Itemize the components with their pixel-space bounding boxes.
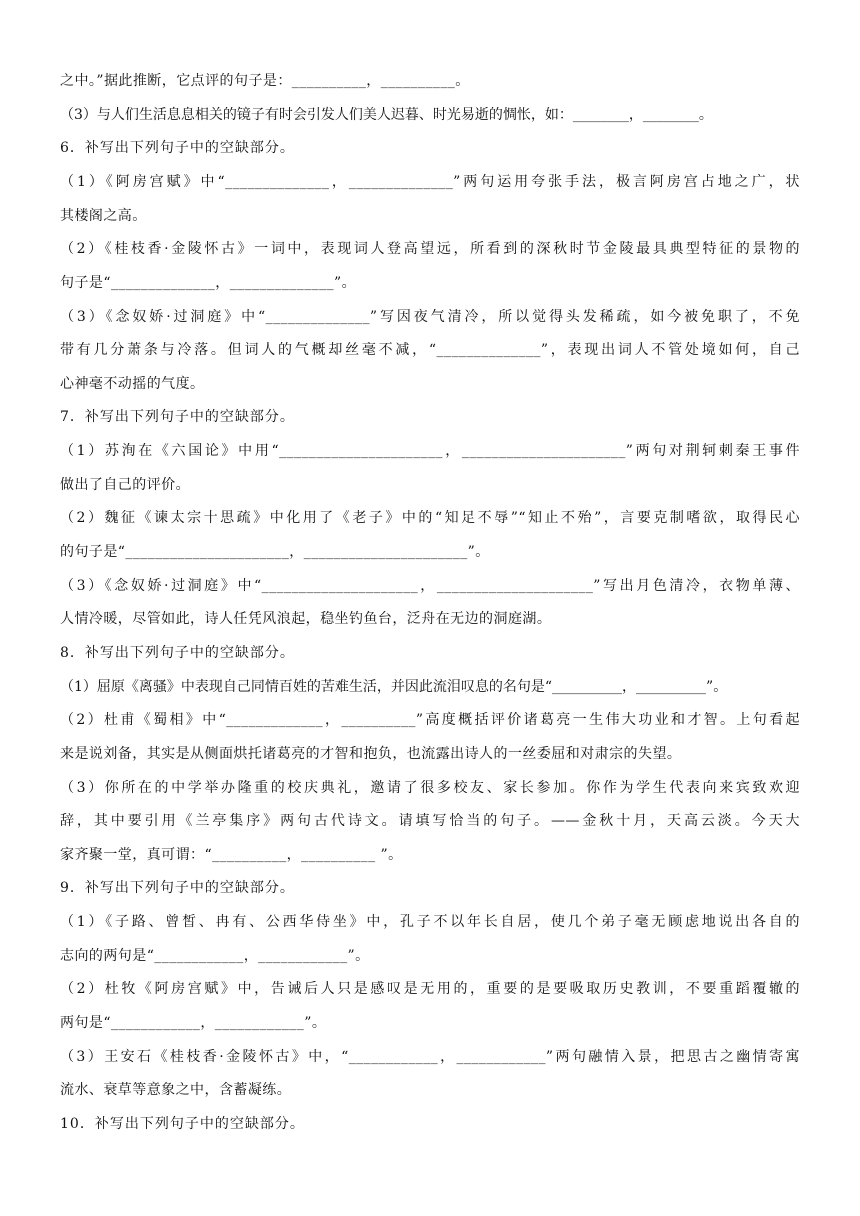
text-line-28: （2）杜牧《阿房宫赋》中，告诫后人只是感叹是无用的，重要的是要吸取历史教训，不要重蹈覆辙的 — [60, 981, 800, 997]
text-line-01: 之中。”据此推断，它点评的句子是：__________，__________。 — [60, 73, 470, 89]
question-9-heading: 9．补写出下列句子中的空缺部分。 — [60, 880, 295, 896]
text-line-26: （1）《子路、曾皙、冉有、公西华侍坐》中，孔子不以年长自居，使几个弟子毫无顾虑地说出各自的 — [60, 914, 800, 930]
text-line-30: （3）王安石《桂枝香·金陵怀古》中，“____________，____________”两句融情入景，把思古之幽情寄寓 — [60, 1049, 800, 1065]
text-line-04: （1）《阿房宫赋》中“______________，______________”两句运用夸张手法，极言阿房宫占地之广，状 — [60, 174, 800, 190]
question-8-heading: 8．补写出下列句子中的空缺部分。 — [60, 645, 295, 661]
text-line-23: 辞，其中要引用《兰亭集序》两句古代诗文。请填写恰当的句子。——金秋十月，天高云淡。今天大 — [60, 813, 800, 829]
text-line-22: （3）你所在的中学举办隆重的校庆典礼，邀请了很多校友、家长参加。你作为学生代表向来宾致欢迎 — [60, 780, 800, 796]
question-6-heading: 6．补写出下列句子中的空缺部分。 — [60, 140, 295, 156]
text-line-19: （1）屈原《离骚》中表现自己同情百姓的苦难生活，并因此流泪叹息的名句是“__________，__________”。 — [60, 679, 728, 695]
text-line-12: （1）苏洵在《六国论》中用“______________________，______________________”两句对荆轲刺秦王事件 — [60, 443, 800, 459]
text-line-20: （2）杜甫《蜀相》中“_____________，__________”高度概括评价诸葛亮一生伟大功业和才智。上句看起 — [60, 712, 800, 728]
text-line-05: 其楼阁之高。 — [60, 208, 147, 224]
text-line-31: 流水、衰草等意象之中，含蓄凝练。 — [60, 1082, 292, 1098]
text-line-16: （3）《念奴娇·过洞庭》中“_____________________，_____________________”写出月色清冷，衣物单薄、 — [60, 578, 800, 594]
text-line-14: （2）魏征《谏太宗十思疏》中化用了《老子》中的“知足不辱”“知止不殆”，言要克制嗜欲，取得民心 — [60, 510, 800, 526]
question-10-heading: 10．补写出下列句子中的空缺部分。 — [60, 1116, 305, 1132]
question-7-heading: 7．补写出下列句子中的空缺部分。 — [60, 409, 295, 425]
text-line-27: 志向的两句是“____________，____________”。 — [60, 948, 370, 964]
text-line-29: 两句是“____________，____________”。 — [60, 1015, 327, 1031]
text-line-21: 来是说刘备，其实是从侧面烘托诸葛亮的才智和抱负，也流露出诗人的一丝委屈和对肃宗的失望。 — [60, 746, 682, 762]
text-line-17: 人情冷暖，尽管如此，诗人任凭风浪起，稳坐钓鱼台，泛舟在无边的洞庭湖。 — [60, 611, 552, 627]
text-line-07: 句子是“______________，______________”。 — [60, 275, 357, 291]
text-line-13: 做出了自己的评价。 — [60, 477, 191, 493]
text-line-15: 的句子是“______________________，______________________”。 — [60, 544, 490, 560]
text-line-09: 带有几分萧条与冷落。但词人的气概却丝毫不减，“______________”，表现出词人不管处境如何，自己 — [60, 342, 800, 358]
text-line-02: （3）与人们生活息息相关的镜子有时会引发人们美人迟暮、时光易逝的惆怅，如：________，________。 — [60, 107, 713, 123]
text-line-10: 心神毫不动摇的气度。 — [60, 376, 205, 392]
text-line-24: 家齐聚一堂，真可谓：“__________，__________ ”。 — [60, 847, 403, 863]
text-line-08: （3）《念奴娇·过洞庭》中“______________”写因夜气清冷，所以觉得头发稀疏，如今被免职了，不免 — [60, 309, 800, 325]
text-line-06: （2）《桂枝香·金陵怀古》一词中，表现词人登高望远，所看到的深秋时节金陵最具典型特征的景物的 — [60, 241, 800, 257]
